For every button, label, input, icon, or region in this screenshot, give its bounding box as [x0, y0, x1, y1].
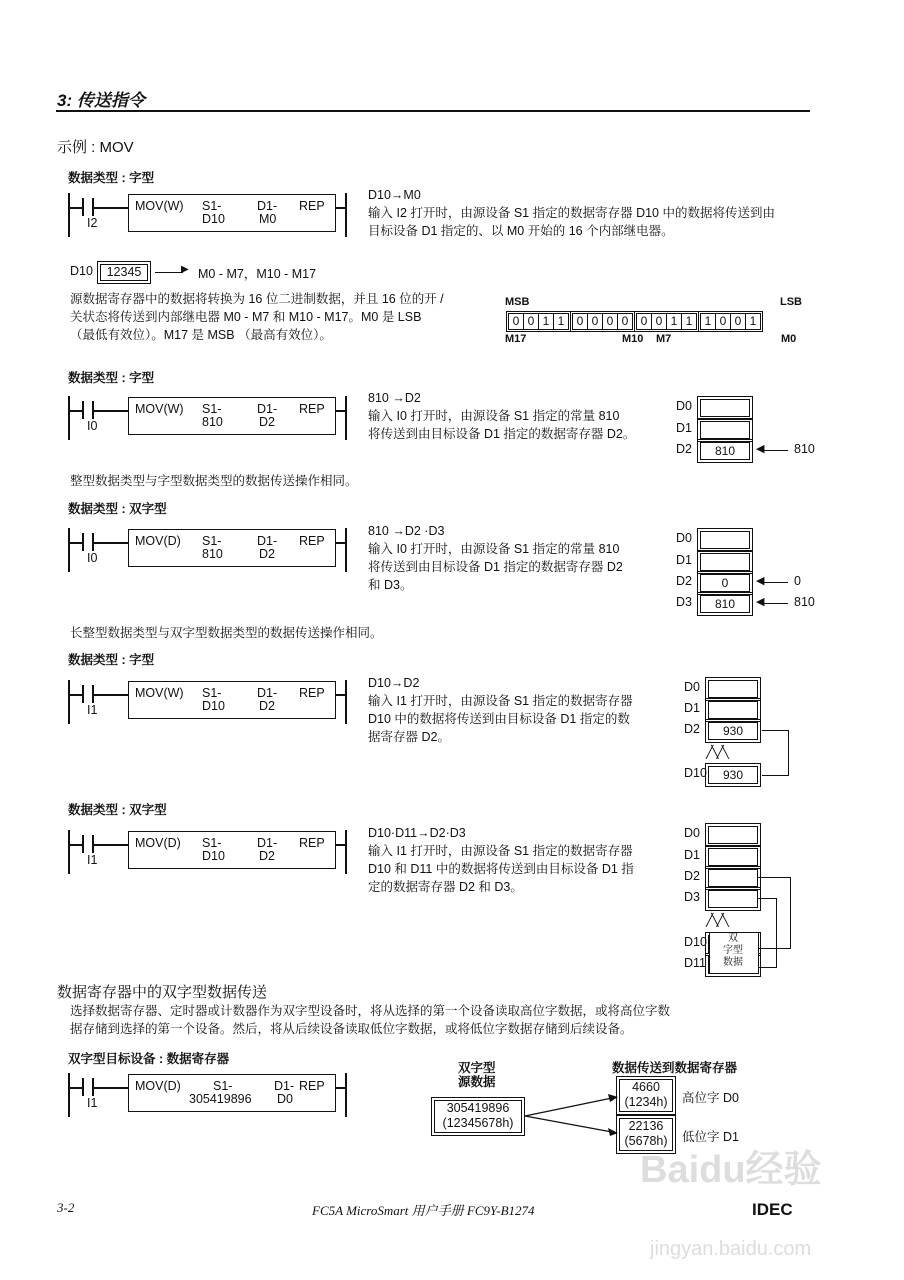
contact-left-bar: [82, 1078, 84, 1096]
bit-cell: 0: [588, 314, 603, 329]
description-line: 将传送到由目标设备 D1 指定的数据寄存器 D2: [368, 560, 623, 574]
register-label: D10: [684, 935, 707, 949]
m0-label: M0: [781, 333, 797, 345]
manual-title: FC5A MicroSmart 用户手册 FC9Y-B1274: [312, 1203, 535, 1218]
s1-label: S1-: [202, 534, 222, 548]
wire: [70, 410, 82, 412]
break-mark-icon: ╱╲╱╲: [706, 913, 727, 927]
page-header-title: 3: 传送指令: [57, 91, 145, 110]
instruction-box: [128, 831, 336, 869]
description-line: D10 和 D11 中的数据将传送到由目标设备 D1 指: [368, 862, 634, 876]
register-input-value: 810: [794, 595, 815, 609]
destination-range: M0 - M7，M10 - M17: [198, 267, 317, 281]
source-value-line: 305419896: [446, 1101, 510, 1115]
rep-label: REP: [299, 686, 325, 700]
low-word-line: 22136: [628, 1119, 664, 1133]
bit-nibble: [700, 313, 761, 330]
bit-cell: 0: [637, 314, 652, 329]
wire: [70, 694, 82, 696]
wire: [335, 1087, 345, 1089]
register-label: D1: [676, 553, 692, 567]
s1-label: S1-: [202, 836, 222, 850]
example-title: 示例 : MOV: [57, 139, 134, 156]
high-word-box: [619, 1079, 673, 1112]
register-cell: 0: [700, 574, 750, 592]
transfer-arrow: [762, 730, 789, 776]
s1-label: S1-: [202, 199, 222, 213]
section-label: 数据类型 : 字型: [68, 653, 155, 667]
instruction-box: [128, 194, 336, 232]
contact-left-bar: [82, 401, 84, 419]
register-input-value: 810: [794, 442, 815, 456]
contact-label: I1: [87, 703, 98, 717]
register-cell: 810: [700, 595, 750, 613]
register-label: D2: [676, 442, 692, 456]
register-cell: 930: [708, 722, 758, 740]
description-line: D10→D2: [368, 676, 420, 690]
rep-label: REP: [299, 534, 325, 548]
description-line: 将传送到由目标设备 D1 指定的数据寄存器 D2。: [368, 427, 636, 441]
wire: [335, 207, 345, 209]
contact-left-bar: [82, 835, 84, 853]
instruction-name: MOV(W): [135, 686, 184, 700]
msb-label: MSB: [505, 296, 530, 308]
arrow-head-icon: ◀: [756, 596, 765, 608]
register-label: D0: [676, 399, 692, 413]
section-label: 双字型目标设备 : 数据寄存器: [68, 1052, 230, 1066]
contact-label: I0: [87, 551, 98, 565]
dword-label: 字型: [723, 945, 743, 956]
paragraph-line: 关状态将传送到内部继电器 M0 - M7 和 M10 - M17。M0 是 LSB: [70, 310, 422, 324]
s1-value: D10: [202, 849, 225, 863]
ladder-rung: [68, 830, 358, 874]
instruction-box: [128, 529, 336, 567]
register-cell: 810: [700, 442, 750, 460]
register-label: D2: [676, 574, 692, 588]
left-power-rail: [68, 680, 70, 724]
dword-label: 双: [728, 933, 738, 944]
note: 整型数据类型与字型数据类型的数据传送操作相同。: [70, 474, 358, 488]
s1-label: S1-: [202, 686, 222, 700]
rep-label: REP: [299, 199, 325, 213]
low-word-line: (5678h): [624, 1134, 668, 1148]
bit-cell: 1: [539, 314, 554, 329]
wire: [335, 694, 345, 696]
left-power-rail: [68, 528, 70, 572]
source-value-box: [434, 1100, 522, 1133]
register-label: D10: [684, 766, 707, 780]
paragraph-line: 据存储到选择的第一个设备。然后，将从后续设备读取低位字数据，或将低位字数据存储到后续设备。: [70, 1022, 633, 1036]
wire: [70, 207, 82, 209]
bit-cell: 0: [573, 314, 588, 329]
register-cell: [700, 399, 750, 417]
note: 长整型数据类型与双字型数据类型的数据传送操作相同。: [70, 626, 383, 640]
bit-cell: 1: [667, 314, 682, 329]
idec-logo: IDEC: [752, 1200, 793, 1219]
ladder-rung: [68, 528, 358, 572]
s1-value: 810: [202, 547, 223, 561]
register-name: D10: [70, 264, 93, 278]
right-power-rail: [345, 396, 347, 440]
bit-cell: 0: [731, 314, 746, 329]
destination-title: 数据传送到数据寄存器: [612, 1061, 738, 1075]
contact-label: I1: [87, 1096, 98, 1110]
arrow-head-icon: ▶: [181, 264, 189, 275]
left-power-rail: [68, 396, 70, 440]
bit-nibble: [636, 313, 697, 330]
description-line: 输入 I1 打开时，由源设备 S1 指定的数据寄存器: [368, 844, 633, 858]
ladder-rung: [68, 396, 358, 440]
instruction-box: [128, 397, 336, 435]
ladder-rung: [68, 1073, 358, 1117]
wire: [70, 844, 82, 846]
s1-value: 810: [202, 415, 223, 429]
register-input-value: 0: [794, 574, 801, 588]
contact-left-bar: [82, 198, 84, 216]
wire: [94, 694, 128, 696]
register-label: D0: [684, 680, 700, 694]
register-label: D3: [676, 595, 692, 609]
transfer-arrows: [520, 1090, 620, 1140]
d1-value: M0: [259, 212, 277, 226]
wire: [335, 410, 345, 412]
bit-cell: 0: [603, 314, 618, 329]
wire: [335, 844, 345, 846]
contact-left-bar: [82, 685, 84, 703]
high-word-line: (1234h): [624, 1095, 668, 1109]
bit-cell: 0: [621, 314, 629, 328]
register-cell: [700, 553, 750, 571]
ladder-rung: [68, 193, 358, 237]
source-value-line: (12345678h): [442, 1116, 514, 1130]
section-label: 数据类型 : 双字型: [68, 502, 167, 516]
right-power-rail: [345, 1073, 347, 1117]
dword-label: 数据: [723, 957, 743, 968]
source-title: 双字型: [458, 1061, 496, 1075]
instruction-name: MOV(D): [135, 534, 181, 548]
description-line: 输入 I1 打开时，由源设备 S1 指定的数据寄存器: [368, 694, 633, 708]
break-mark-icon: ╱╲╱╲: [706, 745, 727, 759]
wire: [335, 542, 345, 544]
s1-value: 305419896: [189, 1092, 252, 1106]
description-line: 输入 I0 打开时，由源设备 S1 指定的常量 810: [368, 409, 620, 423]
register-label: D2: [684, 869, 700, 883]
instruction-name: MOV(W): [135, 402, 184, 416]
wire: [70, 1087, 82, 1089]
description-line: 810 →D2: [368, 391, 421, 405]
register-label: D0: [684, 826, 700, 840]
rep-label: REP: [299, 402, 325, 416]
description-line: 据寄存器 D2。: [368, 730, 450, 744]
left-power-rail: [68, 830, 70, 874]
section-label: 数据类型 : 字型: [68, 171, 155, 185]
register-label: D1: [684, 701, 700, 715]
rep-label: REP: [299, 1079, 325, 1093]
watermark-logo: Baidu经验: [640, 1149, 822, 1191]
d1-label: D1-: [274, 1079, 295, 1093]
wire: [70, 542, 82, 544]
arrow-line: [762, 582, 788, 583]
high-word-line: 4660: [632, 1080, 660, 1094]
register-cell: [708, 848, 758, 866]
bit-cell: 1: [557, 314, 565, 328]
wire: [94, 207, 128, 209]
right-power-rail: [345, 528, 347, 572]
header-rule: [56, 110, 810, 112]
paragraph-line: 源数据寄存器中的数据将转换为 16 位二进制数据，并且 16 位的开 /: [70, 292, 444, 306]
d1-label: D1-: [257, 534, 278, 548]
description-line: D10→M0: [368, 188, 421, 202]
description-line: D10·D11→D2·D3: [368, 826, 466, 840]
bit-cell: 0: [524, 314, 539, 329]
paragraph-line: （最低有效位）。M17 是 MSB （最高有效位）。: [70, 328, 332, 342]
m17-label: M17: [505, 333, 527, 345]
left-power-rail: [68, 193, 70, 237]
d1-label: D1-: [257, 199, 278, 213]
register-cell: [708, 701, 758, 719]
contact-label: I1: [87, 853, 98, 867]
register-label: D1: [676, 421, 692, 435]
paragraph-line: 选择数据寄存器、定时器或计数器作为双字型设备时，将从选择的第一个设备读取高位字数据，或将高位字数: [70, 1004, 671, 1018]
bit-nibble: [572, 313, 633, 330]
description-line: 和 D3。: [368, 578, 413, 592]
bit-cell: 1: [749, 314, 757, 328]
d1-value: D2: [259, 699, 275, 713]
bit-cell: 1: [685, 314, 693, 328]
wire: [94, 844, 128, 846]
instruction-name: MOV(W): [135, 199, 184, 213]
register-cell: [700, 421, 750, 439]
bit-cell: 0: [716, 314, 731, 329]
register-label: D2: [684, 722, 700, 736]
arrow-line: [762, 450, 788, 451]
bit-table: [508, 313, 761, 330]
rep-label: REP: [299, 836, 325, 850]
description-line: 目标设备 D1 指定的、以 M0 开始的 16 个内部继电器。: [368, 224, 674, 238]
s1-value: D10: [202, 699, 225, 713]
bit-cell: 0: [509, 314, 524, 329]
low-word-label: 低位字 D1: [682, 1130, 739, 1144]
register-cell: [708, 826, 758, 844]
source-title: 源数据: [458, 1075, 496, 1089]
d1-label: D1-: [257, 686, 278, 700]
contact-label: I2: [87, 216, 98, 230]
s1-label: S1-: [202, 402, 222, 416]
watermark-url: jingyan.baidu.com: [650, 1238, 812, 1260]
section-label: 数据类型 : 字型: [68, 371, 155, 385]
register-label: D11: [684, 956, 707, 970]
register-cell: [700, 531, 750, 549]
description-line: 输入 I0 打开时，由源设备 S1 指定的常量 810: [368, 542, 620, 556]
section-heading: 数据寄存器中的双字型数据传送: [57, 984, 268, 1001]
m7-label: M7: [656, 333, 672, 345]
description-line: 定的数据寄存器 D2 和 D3。: [368, 880, 523, 894]
left-power-rail: [68, 1073, 70, 1117]
arrow-line: [155, 272, 183, 273]
register-cell: [708, 869, 758, 887]
d1-value: D0: [277, 1092, 293, 1106]
d1-value: D2: [259, 849, 275, 863]
ladder-rung: [68, 680, 358, 724]
instruction-name: MOV(D): [135, 1079, 181, 1093]
bit-cell: 1: [701, 314, 716, 329]
contact-left-bar: [82, 533, 84, 551]
description-line: 输入 I2 打开时，由源设备 S1 指定的数据寄存器 D10 中的数据将传送到由: [368, 206, 775, 220]
m10-label: M10: [622, 333, 644, 345]
s1-label: S1-: [213, 1079, 233, 1093]
d1-value: D2: [259, 547, 275, 561]
register-cell: [708, 890, 758, 908]
register-label: D3: [684, 890, 700, 904]
arrow-head-icon: ◀: [756, 575, 765, 587]
high-word-label: 高位字 D0: [682, 1091, 739, 1105]
lsb-label: LSB: [780, 296, 802, 308]
instruction-box: [128, 1074, 336, 1112]
right-power-rail: [345, 680, 347, 724]
d1-label: D1-: [257, 836, 278, 850]
bit-nibble: [508, 313, 569, 330]
wire: [94, 410, 128, 412]
register-label: D0: [676, 531, 692, 545]
contact-label: I0: [87, 419, 98, 433]
section-label: 数据类型 : 双字型: [68, 803, 167, 817]
register-cell: 930: [708, 766, 758, 784]
arrow-head-icon: ◀: [756, 443, 765, 455]
d1-label: D1-: [257, 402, 278, 416]
register-cell: [708, 680, 758, 698]
bit-cell: 0: [652, 314, 667, 329]
register-value-box: 12345: [100, 264, 148, 281]
s1-value: D10: [202, 212, 225, 226]
page-number: 3-2: [57, 1200, 75, 1215]
register-label: D1: [684, 848, 700, 862]
instruction-box: [128, 681, 336, 719]
wire: [94, 542, 128, 544]
wire: [94, 1087, 128, 1089]
right-power-rail: [345, 830, 347, 874]
description-line: 810 →D2 ·D3: [368, 524, 445, 538]
right-power-rail: [345, 193, 347, 237]
description-line: D10 中的数据将传送到由目标设备 D1 指定的数: [368, 712, 630, 726]
transfer-arrow-low: [758, 898, 777, 968]
d1-value: D2: [259, 415, 275, 429]
arrow-line: [762, 603, 788, 604]
low-word-box: [619, 1118, 673, 1151]
instruction-name: MOV(D): [135, 836, 181, 850]
